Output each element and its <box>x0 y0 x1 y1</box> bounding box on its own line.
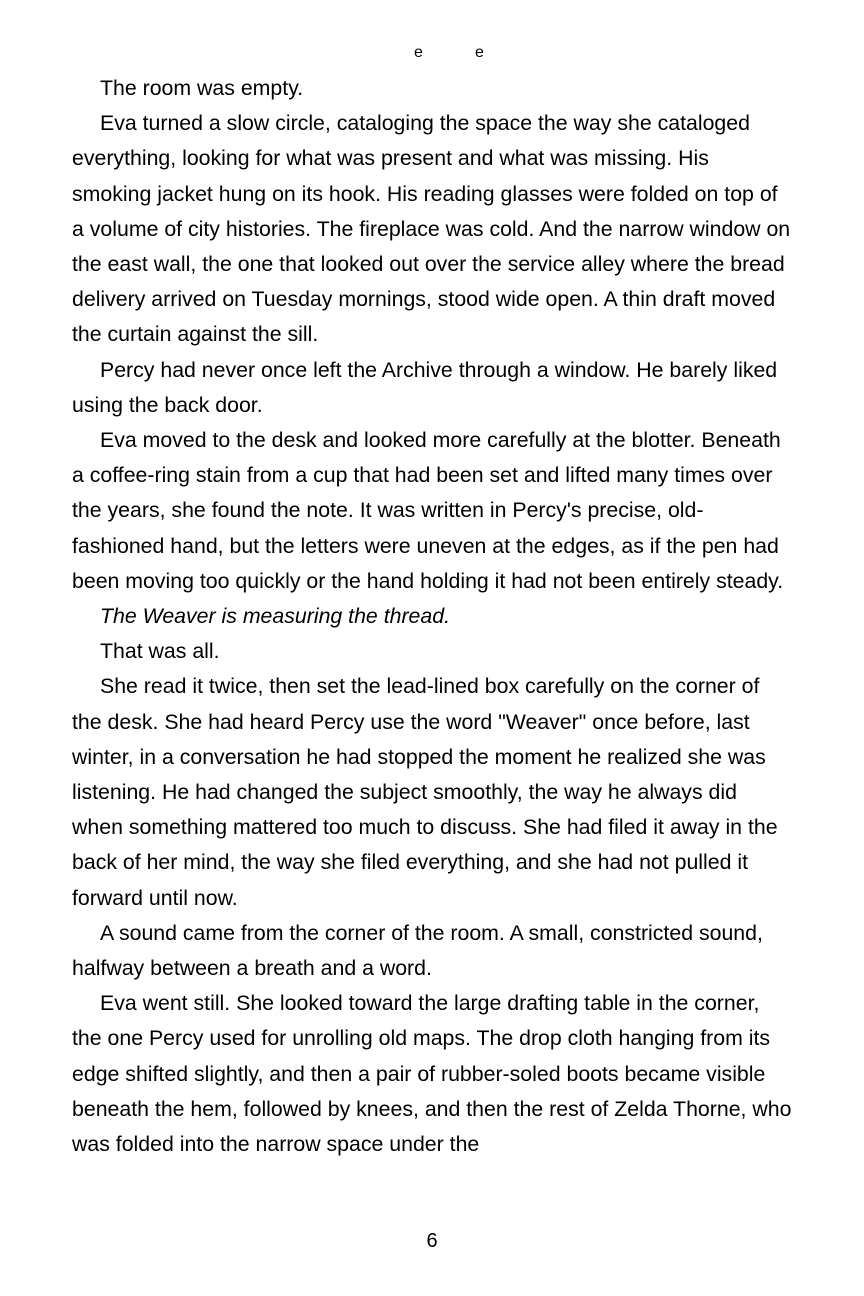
running-header-right: e <box>475 44 484 61</box>
paragraph: The room was empty. <box>100 76 304 100</box>
page-body <box>72 71 792 1162</box>
page-number: 6 <box>426 1230 438 1252</box>
paragraph: Eva turned a slow circle, cataloging the space the way she cataloged everything, looking for what was present and what was missing. His smoking jacket hung on its hook. His reading glasses were folded on top of a volume of city histories. The fireplace was cold. And the narrow window on the east wall, the one that looked out over the service alley where the bread delivery arrived on Tuesday mornings, stood wide open. A thin draft moved the curtain against the sill. <box>72 111 791 347</box>
paragraph: A sound came from the corner of the room. A small, constricted sound, halfway between a breath and a word. <box>72 920 763 981</box>
paragraph: Eva moved to the desk and looked more carefully at the blotter. Beneath a coffee-ring stain from a cup that had been set and lifted many times over the years, she found the note. It was written in Percy's precise, old-fashioned hand, but the letters were uneven at the edges, as if the pen had been moving too quickly or the hand holding it had not been entirely steady. <box>72 428 784 593</box>
running-header <box>0 44 864 64</box>
paragraph: That was all. <box>100 639 220 664</box>
paragraph: Percy had never once left the Archive through a window. He barely liked using the back door. <box>72 357 778 417</box>
running-header-left: e <box>414 44 423 61</box>
paragraph: Eva went still. She looked toward the large drafting table in the corner, the one Percy used for unrolling old maps. The drop cloth hanging from its edge shifted slightly, and then a pair of rubber-soled boots became visible beneath the hem, followed by knees, and then the rest of Zelda Thorne, who was folded into the narrow space under the <box>72 991 792 1157</box>
italic-note-paragraph: The Weaver is measuring the thread. <box>100 604 450 629</box>
paragraph: She read it twice, then set the lead-lined box carefully on the corner of the desk. She had heard Percy use the word "Weaver" once before, last winter, in a conversation he had stopped the moment he realized she was listening. He had changed the subject smoothly, the way he always did when something mattered too much to discuss. She had filed it away in the back of her mind, the way she filed everything, and she had not pulled it forward until now. <box>72 674 778 910</box>
